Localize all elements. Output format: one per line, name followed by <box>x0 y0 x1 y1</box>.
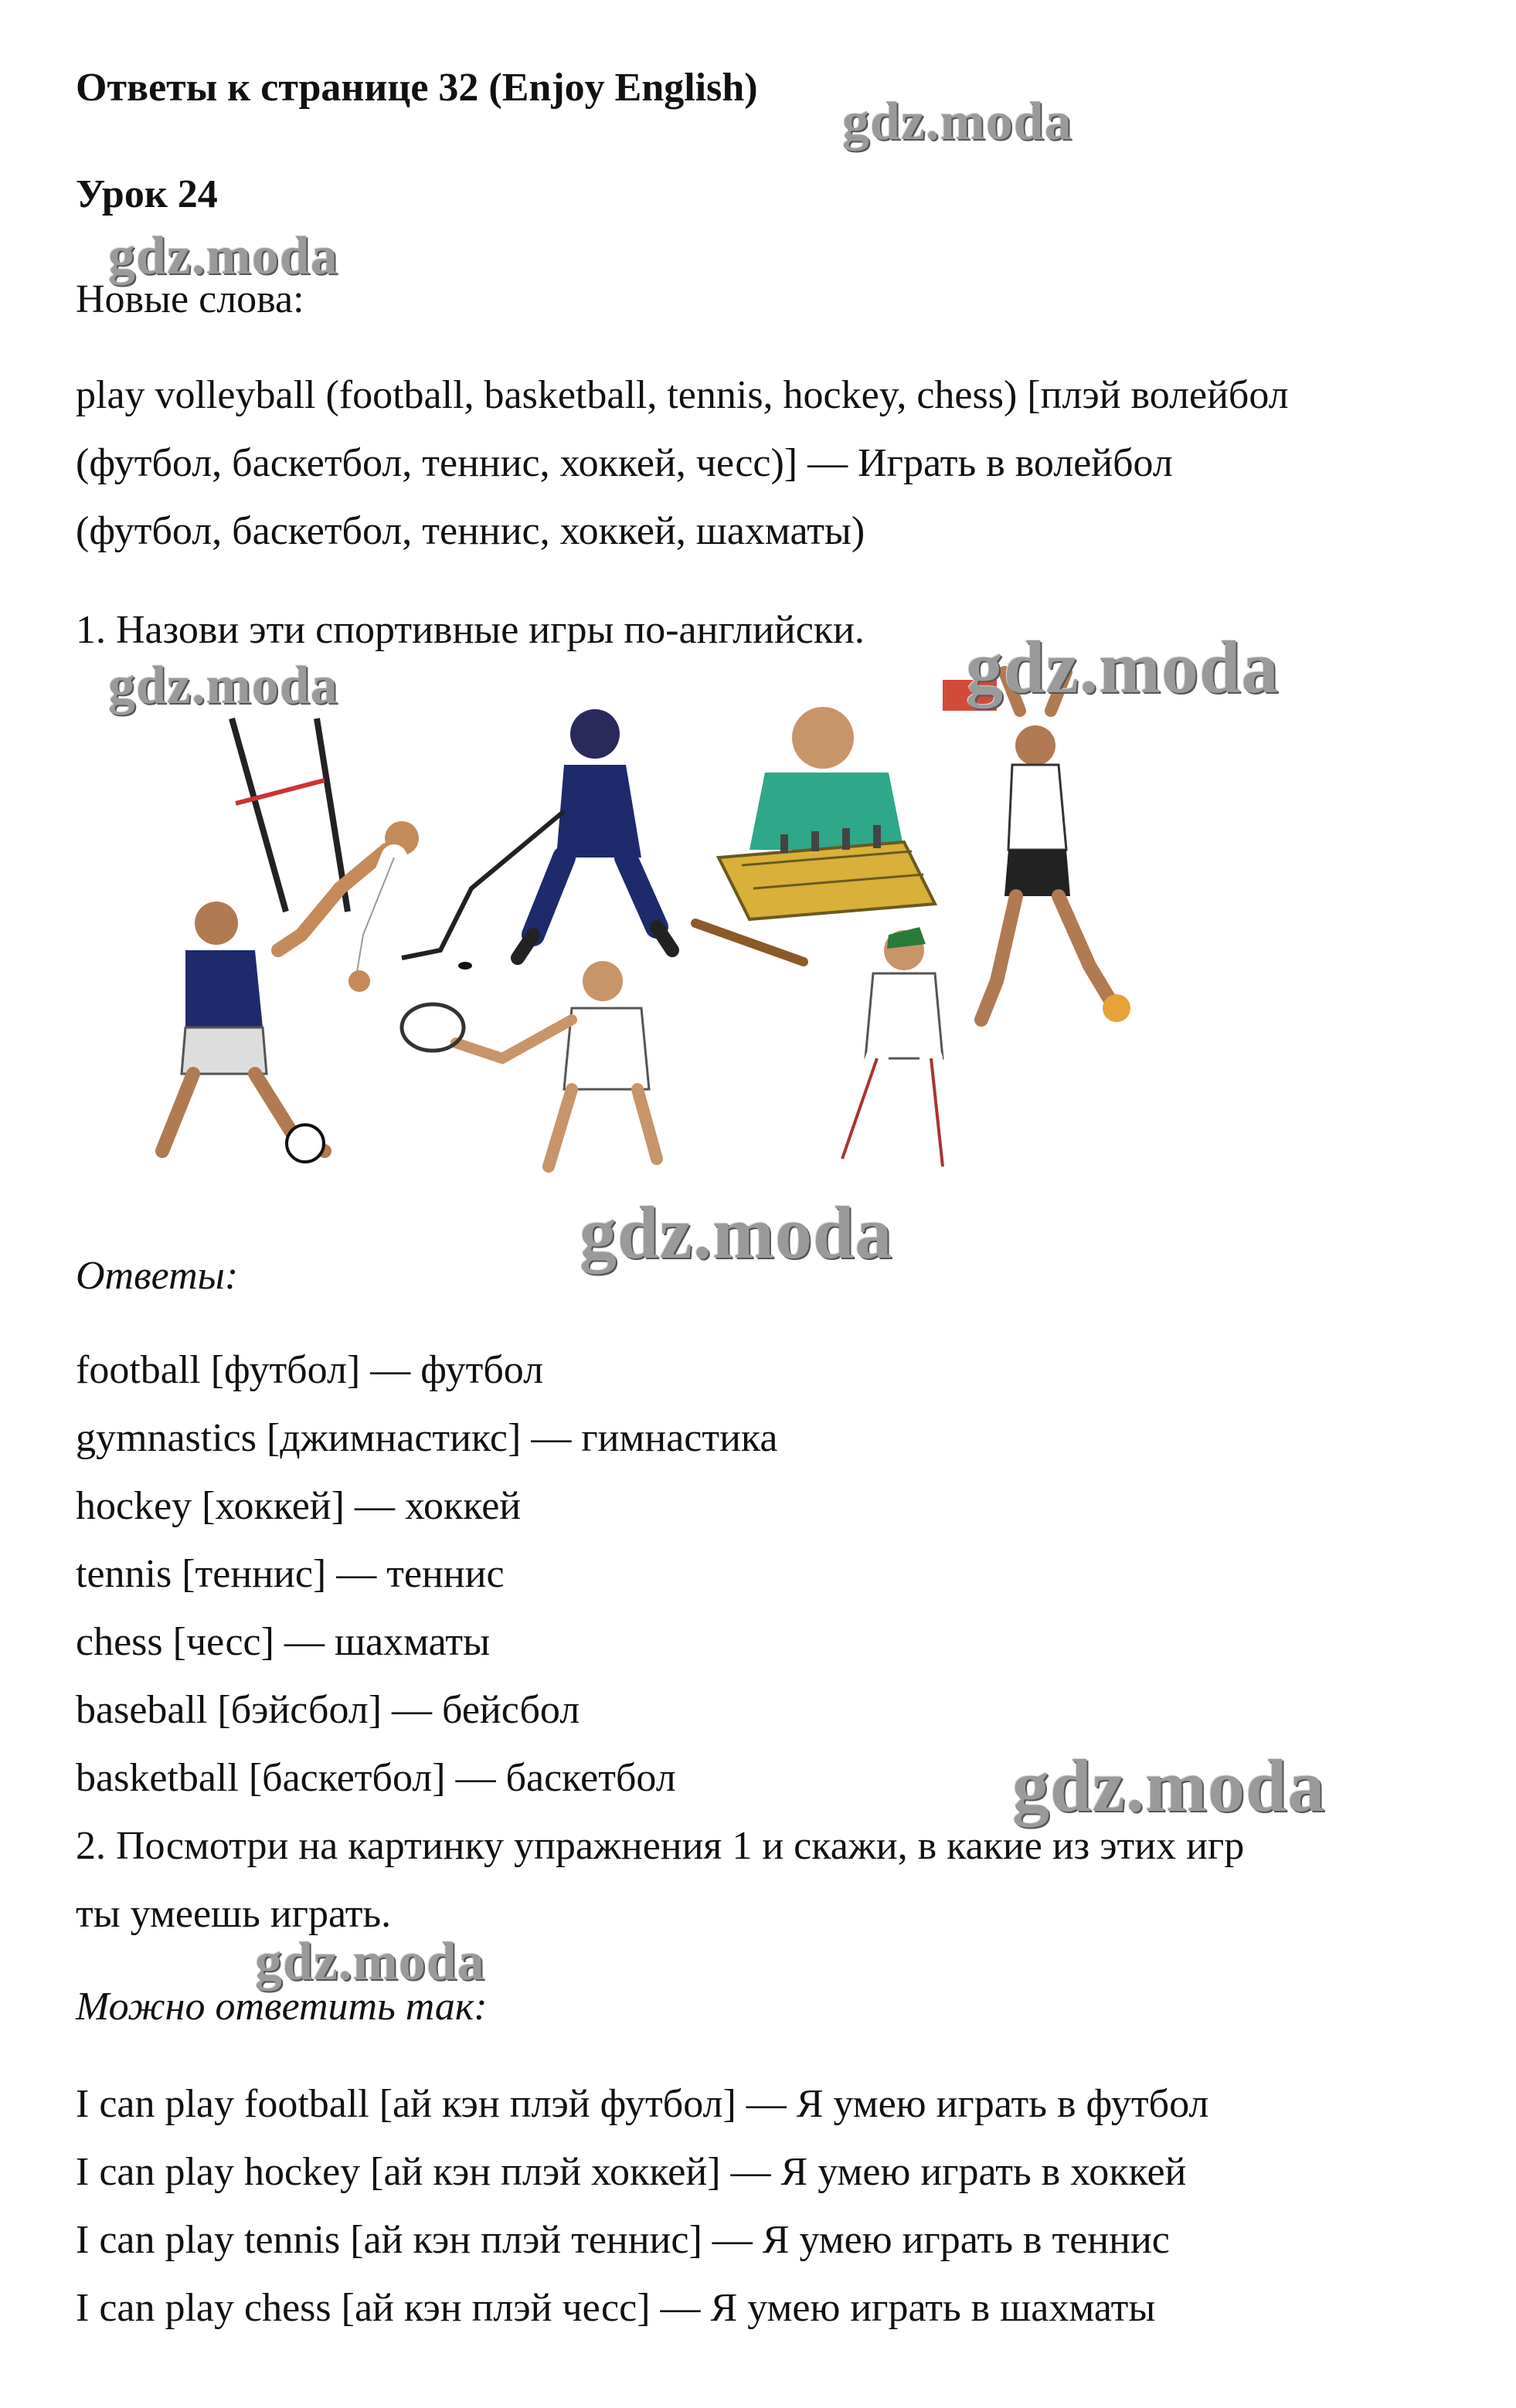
new-words-label: Новые слова: <box>76 277 304 321</box>
watermark: gdz.moda <box>1012 1744 1326 1827</box>
task2-answer-2: I can play hockey [ай кэн плэй хоккей] — Я умею играть в хоккей <box>76 2150 1187 2194</box>
task1-answer-1: football [футбол] — футбол <box>76 1348 544 1392</box>
task2-answer-1: I can play football [ай кэн плэй футбол] — Я умею играть в футбол <box>76 2082 1209 2126</box>
chess-player-figure <box>719 707 935 919</box>
sports-illustration <box>70 657 1167 1197</box>
task2-line-2: ты умеешь играть. <box>76 1892 392 1936</box>
task2-answers-label: Можно ответить так: <box>76 1985 488 2029</box>
new-words-line-2: (футбол, баскетбол, теннис, хоккей, чесс)] — Играть в волейбол <box>76 441 1173 485</box>
new-words-line-3: (футбол, баскетбол, теннис, хоккей, шахматы) <box>76 509 865 553</box>
baseball-player-figure <box>695 923 943 1167</box>
task2-answer-4: I can play chess [ай кэн плэй чесс] — Я умею играть в шахматы <box>76 2286 1156 2330</box>
task1-text: 1. Назови эти спортивные игры по-английски. <box>76 608 865 652</box>
hockey-player-figure <box>402 709 672 970</box>
task1-answers-label: Ответы: <box>76 1254 239 1298</box>
page-title: Ответы к странице 32 (Enjoy English) <box>76 66 758 110</box>
task2-answer-3: I can play tennis [ай кэн плэй теннис] — Я умею играть в теннис <box>76 2218 1170 2262</box>
watermark: gdz.moda <box>108 226 338 286</box>
task1-answer-6: baseball [бэйсбол] — бейсбол <box>76 1688 580 1732</box>
task1-answer-7: basketball [баскетбол] — баскетбол <box>76 1756 676 1800</box>
task2-line-1: 2. Посмотри на картинку упражнения 1 и скажи, в какие из этих игр <box>76 1824 1245 1868</box>
task1-answer-2: gymnastics [джимнастикс] — гимнастика <box>76 1416 778 1460</box>
task1-answer-5: chess [чесс] — шахматы <box>76 1620 491 1664</box>
basketball-player-figure <box>943 672 1130 1022</box>
watermark: gdz.moda <box>966 626 1280 708</box>
task1-answer-3: hockey [хоккей] — хоккей <box>76 1484 522 1528</box>
watermark: gdz.moda <box>842 92 1072 151</box>
watermark: gdz.moda <box>580 1191 893 1274</box>
watermark: gdz.moda <box>108 656 338 715</box>
new-words-line-1: play volleyball (football, basketball, tennis, hockey, chess) [плэй волейбол <box>76 373 1289 417</box>
watermark: gdz.moda <box>255 1932 485 1992</box>
tennis-player-figure <box>402 961 657 1167</box>
gymnast-figure <box>232 718 419 992</box>
task1-answer-4: tennis [теннис] — теннис <box>76 1552 505 1596</box>
lesson-title: Урок 24 <box>76 172 218 216</box>
